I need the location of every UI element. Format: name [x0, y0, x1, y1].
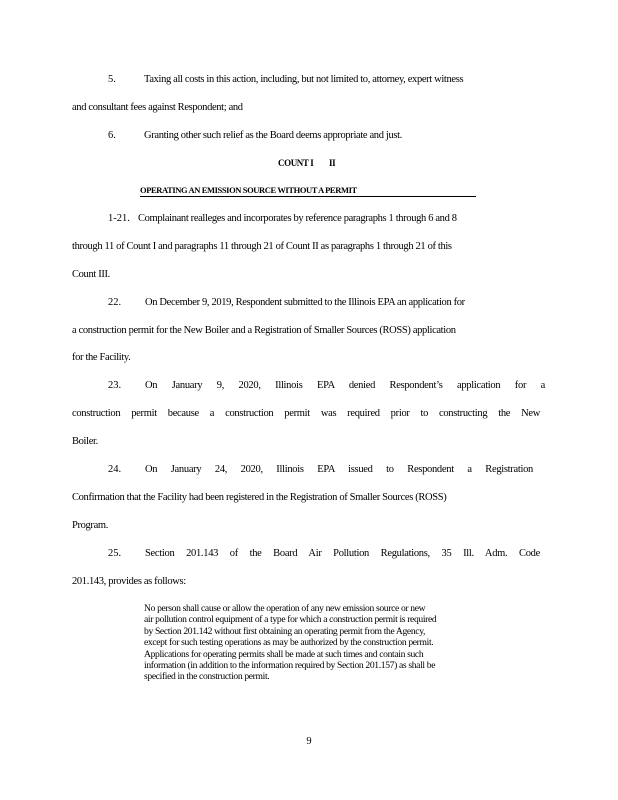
item-number: 5.: [108, 74, 116, 85]
paragraph-text: for the Facility.: [72, 352, 131, 363]
item-number: 6.: [108, 130, 116, 141]
quote-line: except for such testing operations as may be authorized by the construction permit.: [144, 637, 434, 649]
quote-line: air pollution control equipment of a type for which a construction permit is required: [144, 614, 437, 626]
quote-line: information (in addition to the information required by Section 201.157) as shall be: [144, 660, 436, 672]
paragraph-text: On December 9, 2019, Respondent submitted to the Illinois EPA an application for: [145, 297, 465, 308]
item-text: and consultant fees against Respondent; and: [72, 102, 243, 113]
paragraph-text: Complainant realleges and incorporates by reference paragraphs 1 through 6 and 8: [138, 213, 457, 224]
page-number: 9: [306, 736, 312, 747]
regulation-quote: [144, 603, 476, 683]
paragraph-text: a construction permit for the New Boiler and a Registration of Smaller Sources (ROSS) application: [72, 325, 456, 336]
item-text: Taxing all costs in this action, including, but not limited to, attorney, expert witness: [144, 74, 464, 85]
paragraph-number: 22.: [108, 297, 122, 308]
paragraph-text: Confirmation that the Facility had been registered in the Registration of Smaller Sources (ROSS): [72, 492, 447, 503]
paragraph-number: 23.: [108, 380, 122, 391]
paragraph-number: 24.: [108, 464, 122, 475]
paragraph-number: 1-21.: [108, 213, 130, 224]
paragraph-text: Section 201.143 of the Board Air Pollution Regulations, 35 Ill. Adm. Code: [145, 548, 540, 559]
paragraph-text: On January 24, 2020, Illinois EPA issued to Respondent a Registration: [145, 464, 533, 475]
paragraph-text: Count III.: [72, 269, 110, 280]
paragraph-text: 201.143, provides as follows:: [72, 576, 186, 587]
paragraph-text: On January 9, 2020, Illinois EPA denied Respondent’s application for a: [145, 380, 545, 391]
item-text: Granting other such relief as the Board deems appropriate and just.: [144, 130, 402, 141]
quote-line: Applications for operating permits shall be made at such times and contain such: [144, 648, 424, 660]
count-heading-right: II: [329, 158, 336, 168]
quote-line: by Section 201.142 without first obtaining an operating permit from the Agency,: [144, 625, 426, 637]
paragraph-text: Program.: [72, 520, 108, 531]
count-heading-left: COUNT I: [278, 158, 314, 168]
quote-line: specified in the construction permit.: [144, 671, 270, 683]
paragraph-number: 25.: [108, 548, 122, 559]
quote-line: No person shall cause or allow the operation of any new emission source or new: [144, 603, 426, 614]
paragraph-text: through 11 of Count I and paragraphs 11 through 21 of Count II as paragraphs 1 through 21 of this: [72, 241, 452, 252]
paragraph-text: Boiler.: [72, 436, 98, 447]
count-subheading: OPERATING AN EMISSION SOURCE WITHOUT A PERMIT: [140, 185, 476, 197]
paragraph-text: construction permit because a construction permit was required prior to constructing the New: [72, 408, 540, 419]
